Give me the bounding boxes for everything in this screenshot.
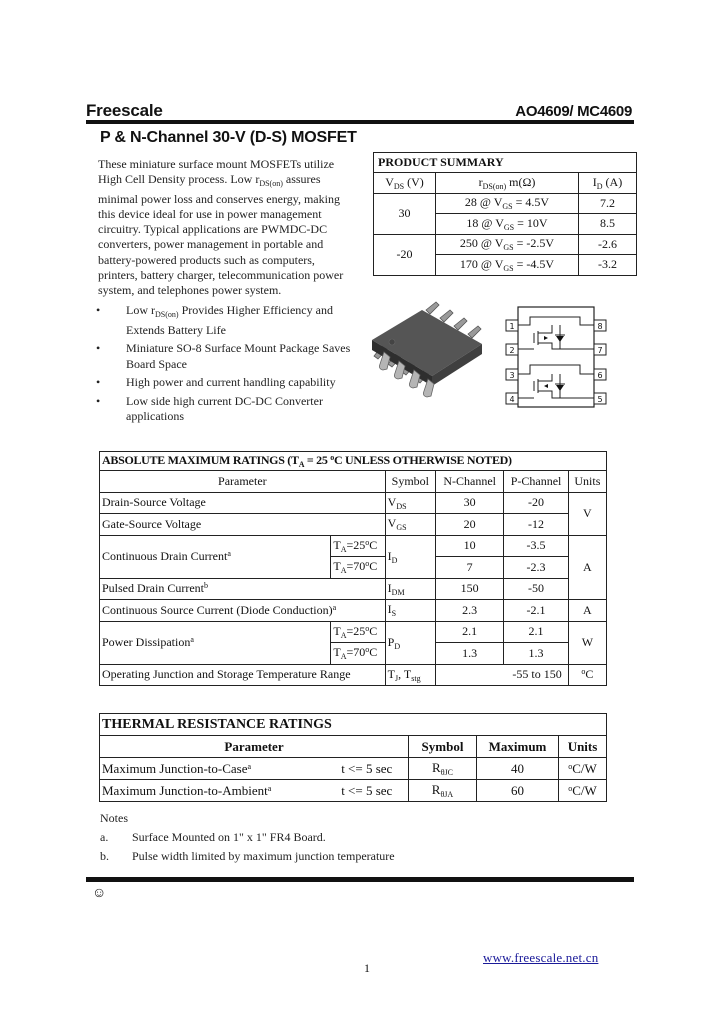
note-item: b. Pulse width limited by maximum junction temperature xyxy=(100,849,395,863)
pin-label: 4 xyxy=(509,395,515,404)
table-row: Continuous Drain Current$^a$ $T_A=25^oC$ $I_D$ 10 -3.5 A xyxy=(100,535,607,557)
footer-rule xyxy=(86,877,634,882)
table-row: 170 @ $V_{GS} = -4.5V$ -3.2 xyxy=(374,255,637,276)
product-summary-title: PRODUCT SUMMARY xyxy=(374,153,637,173)
intro-text-1: These miniature surface mount MOSFETs utilize High Cell Density process. Low r xyxy=(98,157,335,187)
table-row: Gate-Source Voltage $V_{GS}$ 20 -12 xyxy=(100,514,607,536)
product-summary-table xyxy=(373,152,637,276)
thermal-resistance-table xyxy=(99,713,607,802)
table-row: Operating Junction and Storage Temperature Range $T_J$, $T_{stg}$ -55 to 150 $^o$C xyxy=(100,664,607,686)
product-summary-header: $V_{DS}$ (V) $r_{DS(on)}$ m(Ω) $I_D$ (A) xyxy=(374,173,637,194)
feature-item: • Low side high current DC-DC Converter applications xyxy=(92,394,362,425)
pin-label: 2 xyxy=(509,346,515,355)
page-title: P & N-Channel 30-V (D-S) MOSFET xyxy=(100,129,357,146)
pinout-diagram xyxy=(500,305,612,411)
table-row: Maximum Junction-to-Ambient$^a$ t <= 5 sec $R_{\theta JA}$ 60 $^o$C/W xyxy=(100,780,607,802)
website-link[interactable]: www.freescale.net.cn xyxy=(483,950,599,965)
absolute-maximum-ratings-table xyxy=(99,451,607,686)
header-rule xyxy=(86,120,634,124)
thermal-header: Parameter Symbol Maximum Units xyxy=(100,736,607,758)
notes-section xyxy=(100,809,395,866)
so8-package-image xyxy=(362,300,497,410)
intro-paragraph xyxy=(98,157,348,299)
table-row: Continuous Source Current (Diode Conduction)$^a$ $I_S$ 2.3 -2.1 A xyxy=(100,600,607,622)
table-row: Maximum Junction-to-Case$^a$ t <= 5 sec $R_{\theta JC}$ 40 $^o$C/W xyxy=(100,758,607,780)
pin-label: 5 xyxy=(597,395,603,404)
pin-label: 3 xyxy=(509,371,515,380)
table-row: 18 @ $V_{GS} = 10V$ 8.5 xyxy=(374,214,637,235)
table-row: Power Dissipation$^a$ $T_A=25^oC$ $P_D$ 2.1 2.1 W xyxy=(100,621,607,643)
intro-sub: DS(on) xyxy=(259,179,283,189)
smiley-icon: ☺ xyxy=(92,886,107,901)
abs-max-title: ABSOLUTE MAXIMUM RATINGS ($T_A = 25$ $^o$C UNLESS OTHERWISE NOTED) xyxy=(100,452,607,471)
table-row: $T_A=70^oC$ 1.3 1.3 xyxy=(100,643,607,665)
pin-label: 6 xyxy=(597,371,603,380)
notes-title: Notes xyxy=(100,811,128,825)
feature-item: • Low $r_{DS(on)}$ Provides Higher Efficiency and Extends Battery Life xyxy=(92,303,362,338)
part-number: AO4609/ MC4609 xyxy=(515,103,632,120)
brand-name: Freescale xyxy=(86,101,163,120)
abs-max-header: Parameter Symbol N-Channel P-Channel Units xyxy=(100,471,607,493)
pin-label: 1 xyxy=(509,322,515,331)
note-item: a. Surface Mounted on 1" x 1" FR4 Board. xyxy=(100,830,326,844)
pin-label: 7 xyxy=(597,346,603,355)
intro-text-2: assures minimal power loss and conserves energy, making this device ideal for use in power management circuitry. Typical applications are PWMDC-DC converters, power management in portable and battery-powered products such as computers, printers, battery charger, telecommunication power system, and telephones power system. xyxy=(98,172,344,298)
pin-label: 8 xyxy=(597,322,603,331)
feature-list xyxy=(92,303,362,428)
table-row: Drain-Source Voltage $V_{DS}$ 30 -20 V xyxy=(100,492,607,514)
table-row: 30 28 @ $V_{GS} = 4.5V$ 7.2 xyxy=(374,193,637,214)
table-row: $T_A=70^oC$ 7 -2.3 xyxy=(100,557,607,579)
feature-item: • Miniature SO-8 Surface Mount Package Saves Board Space xyxy=(92,341,362,372)
table-row: -20 250 @ $V_{GS} = -2.5V$ -2.6 xyxy=(374,234,637,255)
feature-item: • High power and current handling capability xyxy=(92,375,362,391)
page-number: 1 xyxy=(364,961,370,975)
table-row: Pulsed Drain Current$^b$ $I_{DM}$ 150 -50 xyxy=(100,578,607,600)
thermal-title: THERMAL RESISTANCE RATINGS xyxy=(100,714,607,736)
